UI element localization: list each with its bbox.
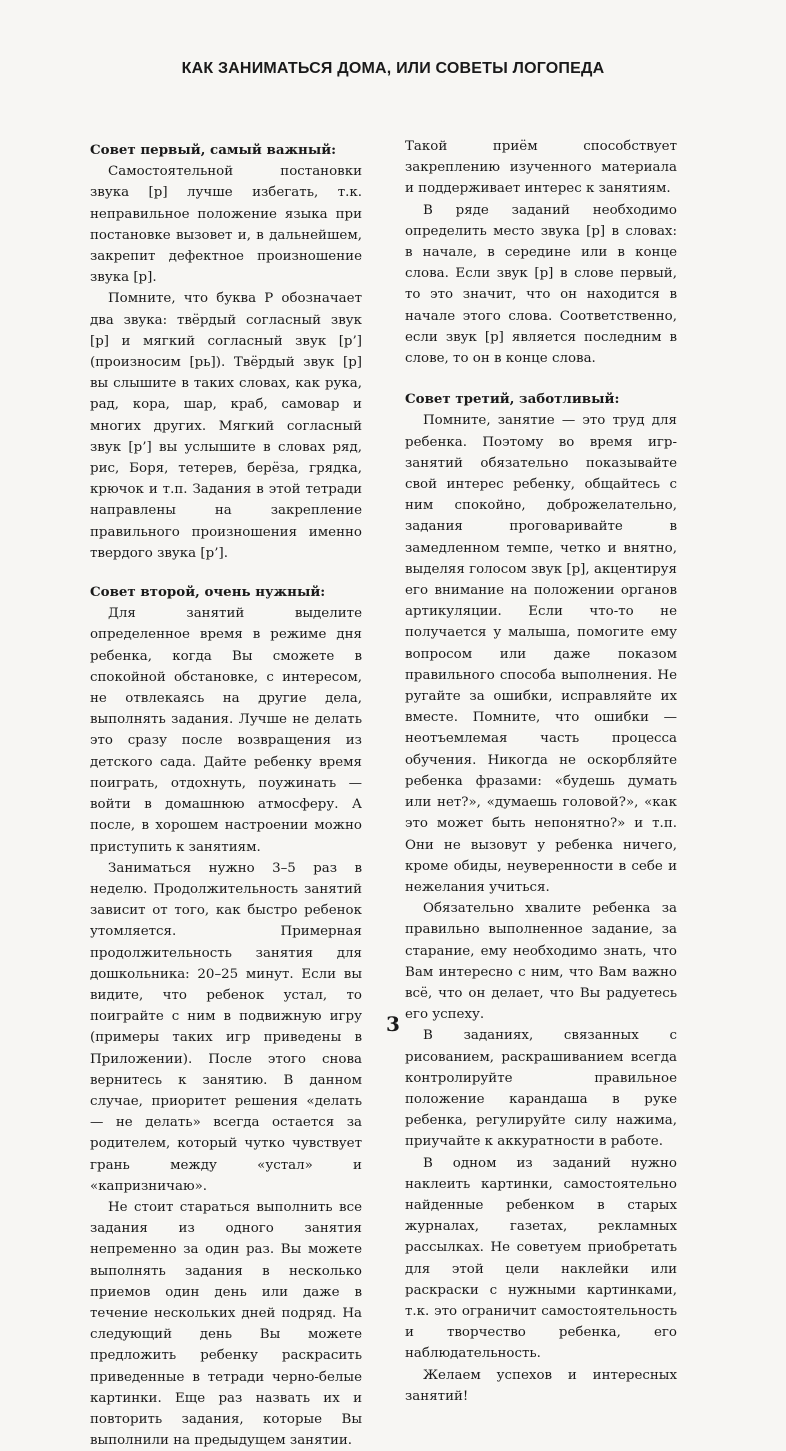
continuation-paragraph-2: В ряде заданий необходимо определить место звука [р] в словах: в начале, в середине или в конце слова. Если звук [р] в слове первый, то это значит, что он находится в начале этого слова. Соответственно, если звук [р] является последним в слове, то он в конце слова. [405, 202, 677, 367]
advice-2-paragraph-3: Не стоит стараться выполнить все задания из одного занятия непременно за один раз. Вы можете выполнять задания в несколько приемов один день или даже в течение нескольких дней подряд. На следующий день Вы можете предложить ребенку раскрасить приведенные в тетради черно-белые картинки. Еще раз назвать их и повторить задания, которые Вы выполнили на предыдущем занятии. [90, 1199, 362, 1449]
advice-2-paragraph-2: Заниматься нужно 3–5 раз в неделю. Продолжительность занятий зависит от того, как быстро ребенок утомляется. Примерная продолжительность занятия для дошкольника: 20–25 минут. Если вы видите, что ребенок устал, то поиграйте с ним в подвижную игру (примеры таких игр приведены в Приложении). После этого снова вернитесь к занятию. В данном случае, приоритет решения «делать — не делать» всегда остается за родителем, который чутко чувствует грань между «устал» и «капризничаю». [90, 860, 362, 1194]
advice-1-paragraph-2: Помните, что буква Р обозначает два звука: твёрдый согласный звук [р] и мягкий согласный звук [р’] (произносим [рь]). Твёрдый звук [р] вы слышите в таких словах, как рука, рад, кора, шар, краб, самовар и многих других. Мягкий согласный звук [р’] вы услышите в словах ряд, рис, Боря, тетерев, берёза, грядка, крючок и т.п. Задания в этой тетради направлены на закрепление правильного произношения именно твердого звука [р’]. [90, 291, 362, 561]
advice-1-heading: Совет первый, самый важный: [90, 142, 337, 158]
advice-3-paragraph-4: В одном из заданий нужно наклеить картинки, самостоятельно найденные ребенком в старых журналах, газетах, рекламных рассылках. Не советуем приобретать для этой цели наклейки или раскраски с нужными картинками, т.к. это ограничит самостоятельность и творчество ребенка, его наблюдательность. [405, 1155, 677, 1362]
right-column [405, 136, 677, 1407]
advice-2-paragraph-1: Для занятий выделите определенное время в режиме дня ребенка, когда Вы сможете в спокойной обстановке, с интересом, не отвлекаясь на другие дела, выполнять задания. Лучше не делать это сразу после возвращения из детского сада. Дайте ребенку время поиграть, отдохнуть, поужинать — войти в домашнюю атмосферу. А после, в хорошем настроении можно приступить к занятиям. [90, 606, 362, 855]
advice-3-paragraph-2: Обязательно хвалите ребенка за правильно выполненное задание, за старание, ему необходимо знать, что Вам интересно с ним, что Вам важно всё, что он делает, что Вы радуетесь его успеху. [405, 901, 677, 1023]
advice-1-paragraph-1: Самостоятельной постановки звука [р] лучше избегать, т.к. неправильное положение языка при постановке вызовет и, в дальнейшем, закрепит дефектное произношение звука [р]. [90, 164, 362, 286]
advice-3-paragraph-1: Помните, занятие — это труд для ребенка. Поэтому во время игр-занятий обязательно показывайте свой интерес ребенку, общайтесь с ним спокойно, доброжелательно, задания проговаривайте в замедленном темпе, четко и внятно, выделяя голосом звук [р], акцентируя его внимание на положении органов артикуляции. Если что-то не получается у малыша, помогите ему вопросом или даже показом правильного способа выполнения. Не ругайте за ошибки, исправляйте их вместе. Помните, что ошибки — неотъемлемая часть процесса обучения. Никогда не оскорбляйте ребенка фразами: «будешь думать или нет?», «думаешь головой?», «как это может быть непонятно?» и т.п. Они не вызовут у ребенка ничего, кроме обиды, неуверенности в себе и нежелания учиться. [405, 413, 677, 895]
left-column [90, 140, 362, 1451]
continuation-paragraph-1: Такой приём способствует закреплению изученного материала и поддерживает интерес к занятиям. [405, 139, 677, 197]
page-number: 3 [386, 1012, 400, 1036]
advice-3-paragraph-5: Желаем успехов и интересных занятий! [405, 1367, 677, 1404]
advice-3-paragraph-3: В заданиях, связанных с рисованием, раскрашиванием всегда контролируйте правильное положение карандаша в руке ребенка, регулируйте силу нажима, приучайте к аккуратности в работе. [405, 1028, 677, 1150]
advice-3-heading: Совет третий, заботливый: [405, 391, 620, 408]
advice-2-heading: Совет второй, очень нужный: [90, 584, 326, 601]
page-title: КАК ЗАНИМАТЬСЯ ДОМА, ИЛИ СОВЕТЫ ЛОГОПЕДА [181, 60, 605, 77]
